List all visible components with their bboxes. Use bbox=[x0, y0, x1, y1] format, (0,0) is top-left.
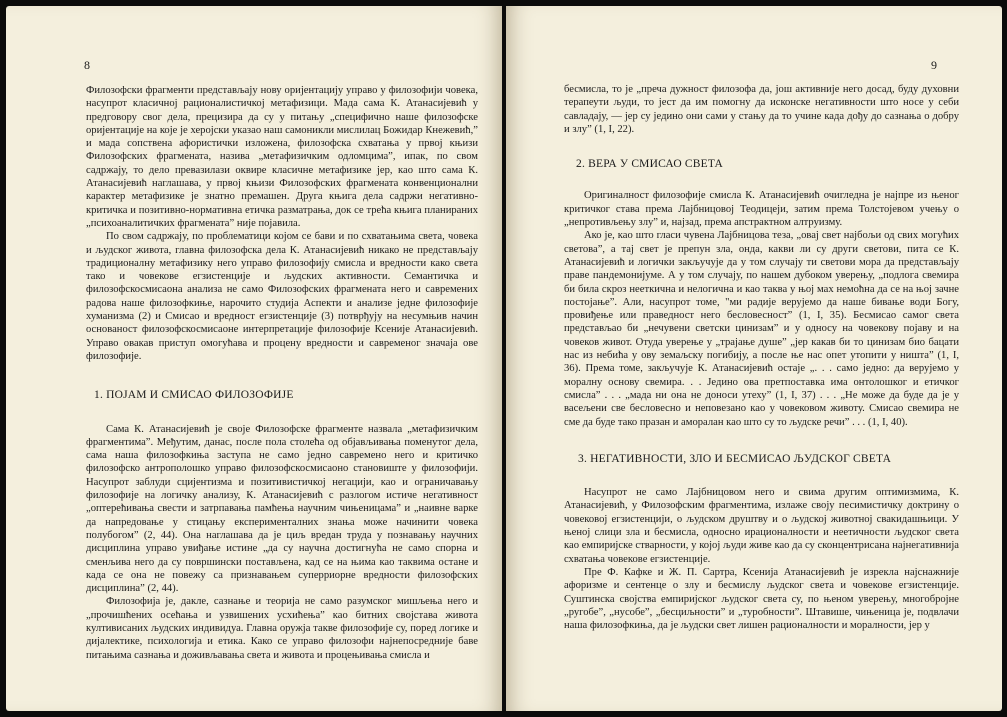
paragraph: По свом садржају, по проблематици којом се бави и по схватањима света, човека и људског живота, главна филозофска дела К. Атанасијевић никако не представљају традиционалну метафизику него управо филозофију смисла и вредности како света тако и човекове егзистенције и људских активности. Семантичка и филозофскосмисаона анализа не само Филозофских фрагмената него и савремених радова наше филозофкиње, нарочито студија Аспекти и анализе једне филозофије хуманизма (2) и Смисао и вредност егзистенције (3) потврђују на несумњив начин основаност филозофскосмисаоне интерпретације филозофије Ксеније Атанасијевић. Управо овакав приступ омогућава и процену вредности и савременог значаја ове филозофије. bbox=[86, 231, 478, 362]
paragraph: Филозофија је, дакле, сазнање и теорија не само разумског мишљења него и „прочишћених осећања и узвишених усхићења” као битних својстава живота култивисаних људских индивидуа. Главна оружја такве филозофије су, поред логике и дијалектике, психологија и етика. Како се управо филозофи најнепосредније баве питањима сазнања и доживљавања света и живота и процењивања смисла и bbox=[86, 596, 478, 661]
section-heading-1: 1. ПОЈАМ И СМИСАО ФИЛОЗОФИЈЕ bbox=[94, 389, 294, 402]
right-page-text bbox=[564, 83, 959, 632]
left-page bbox=[6, 6, 502, 711]
section-heading-3: 3. НЕГАТИВНОСТИ, ЗЛО И БЕСМИСАО ЉУДСКОГ СВЕТА bbox=[578, 452, 892, 465]
right-page bbox=[506, 6, 1002, 711]
page-number-right: 9 bbox=[931, 58, 937, 72]
left-page-text bbox=[86, 84, 478, 662]
paragraph: Оригиналност филозофије смисла К. Атанасијевић очигледна је најпре из њеног критичког става према Лајбницовој Теодицеји, затим према Толстојевом учењу о „непротивљењу злу” и, најзад, према апстрактном алтруизму. bbox=[564, 190, 959, 229]
paragraph: Сама К. Атанасијевић је своје Филозофске фрагменте назвала „метафизичким фрагментима”. Међутим, данас, после пола столећа од објављивања поменутог дела, сама наша филозофкиња заступа не само једно савремено него и критичко филозофско антрополошко управо филозофскосмисаоно становиште у филозофији. Насупрот заблуди сцијентизма и позитивистичкој негацији, као и ограничавању филозофије на логичку анализу, К. Атанасијевић с разлогом истиче негативност „оптерећивања свести и затрпавања памћења научним чињеницама” и „наивне варке да напредовање у стицању експерименталних знања може начинити човека полубогом” (2, 44). Она наглашава да је циљ вредан труда у познавању научних дисциплина управо увиђање истине „да су научна достигнућа не само спорна и сменљива него да су површински постављена, кад се на њима као таквима остане и када се она не повежу са признавањем суперриорне вредности филозофских дисциплина” (2, 44). bbox=[86, 423, 478, 595]
paragraph: Насупрот не само Лајбницовом него и свима другим оптимизмима, К. Атанасијевић, у Филозофским фрагментима, излаже своју песимистичку доктрину о човековој егзистенцији, о људском друштву и о људској животној свакидашњици. У њеној слици зла и бесмисла, односно ирационалности и неетичности људског света као емпиријске стварности, у којој људи живе као да су сконцентрисана најнегативнија схватања човекове егзистенције. bbox=[564, 487, 959, 565]
paragraph: Ако је, као што гласи чувена Лајбницова теза, „овај свет најбољи од свих могућих светова”, а тај свет је препун зла, онда, какви ли су други светови, пита се К. Атанасијевић и логички закључује да у том случају ти светови мора да представљају праве пандемонијуме. А у том случају, по нашем дубоком уверењу, „подлога свемира би била скроз нееткична и нелогична и као таква у њој мах немоћна да се на њој зачне постојање”. Али, насупрот томе, "ми радије верујемо да наше бивање води Богу, провиђење или праведност него бесловесност” (1, I, 35). Бесмисао самог света представљао би „нечувени светски цинизам” и у односу на човекову појаву и на човеков живот. Отуда уверење у „трајање душе” „јер какав би то цинизам био бацати нас из небића у ову земаљску погибију, а после ње нас опет утопити у ништа” (1, I, 36). Према томе, закључује К. Атанасијевић остаје „. . . само једно: да верујемо у моралну основу свемира. . . Једино ова претпоставка има онтолошког и етичког смисла” . . . „мада ни она не доноси утеху” (1, I, 37) . . . „Не може да буде да је у васељени све бесловесно и неповезано као у човековом животу. Смисао свемира не сме да буде тако празан и аморалан као што су то људске речи” . . . (1, I, 40). bbox=[564, 230, 959, 428]
paragraph: Пре Ф. Кафке и Ж. П. Сартра, Ксенија Атанасијевић је изрекла најснажније афоризме и сентенце о злу и бесмислу људског света и човекове егзистенције. Суштинска својства емпиријског људског света су, по њеном уверењу, многобројне „ругобе”, „нусобе”, „бесциљности” и „туробности”. Штавише, чињеница је, подвлачи наша филозофкиња, да је људски свет лишен рационалности и моралности, јер у bbox=[564, 566, 959, 632]
section-heading-2: 2. ВЕРА У СМИСАО СВЕТА bbox=[576, 158, 724, 171]
paragraph: Филозофски фрагменти представљају нову оријентацију управо у филозофији човека, насупрот класичној рационалистичкој метафизици. Мада сама К. Атанасијевић у предговору свог дела, прецизира да су у питању „специфично наше филозофске оријентације на које је херојски указао наш самоникли мислилац Божидар Кнежевић,” и мада сопствена афористички изложена, филозофска схватања у првој књизи Филозофских фрагмената, назива „метафизичким одломцима”, ипак, по свом садржају, то дело превазилази оквире класичне метафизике јер, као што сама К. Атанасијевић наглашава, у првој књизи Филозофских фрагмената конвенционални карактер метафизике је знатно премашен. Друга књига дела садржи негативно-критичка и позитивно-нормативна етичка разматрања, док се трећа књига планираних „психоаналитичких фрагмената” није појавила. bbox=[86, 85, 478, 229]
page-number-left: 8 bbox=[84, 58, 90, 72]
paragraph: бесмисла, то је „преча дужност филозофа да, још активније него досад, буду духовни терапеути људи, то јест да им помогну да исконске негативности што носе у себи савладају, — јер су једино они сами у стању да то учине када дођу до сазнања о добру и злу” (1, I, 22). bbox=[564, 84, 959, 135]
